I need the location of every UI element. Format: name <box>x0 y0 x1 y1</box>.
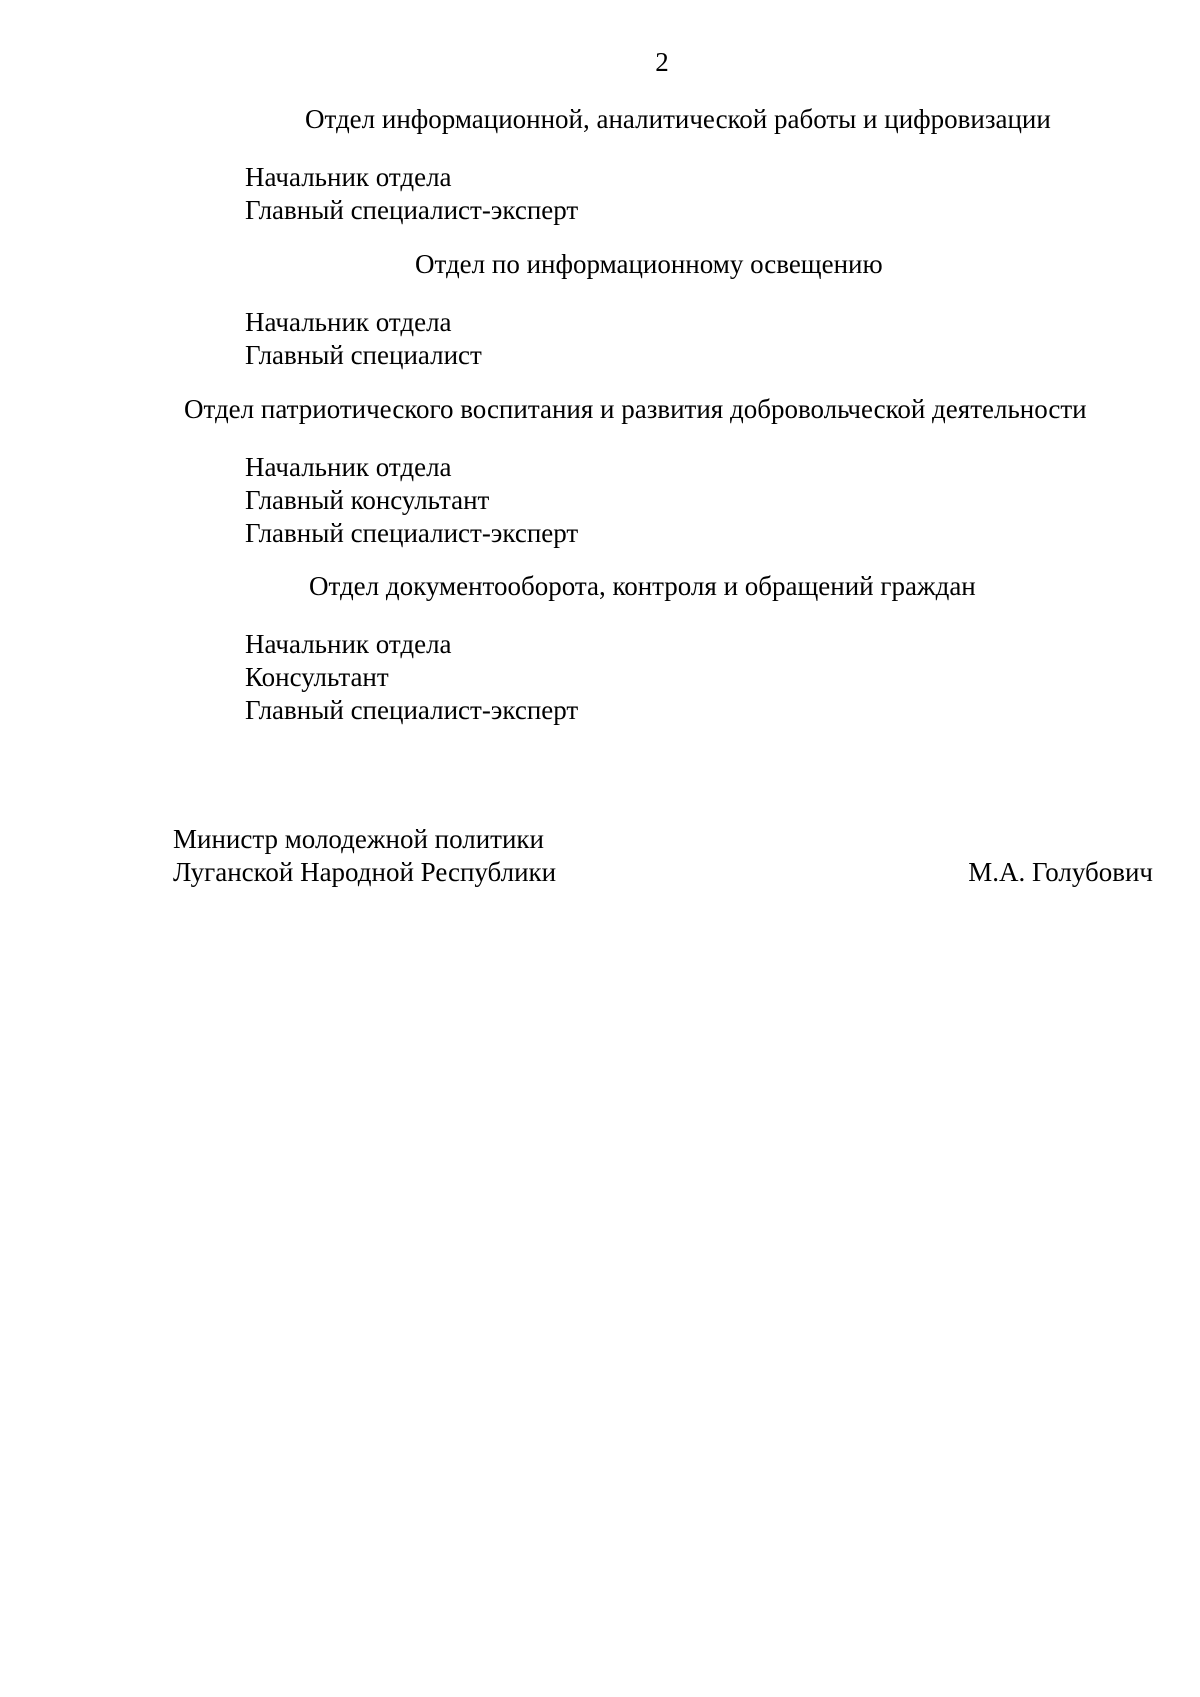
position-item: Начальник отдела <box>245 162 452 192</box>
signer-name: М.А. Голубович <box>968 857 1153 887</box>
position-item: Консультант <box>245 662 389 692</box>
signature-block <box>173 823 1153 893</box>
position-item: Начальник отдела <box>245 307 452 337</box>
department-title: Отдел патриотического воспитания и развития добровольческой деятельности <box>184 394 1087 424</box>
department-title: Отдел документооборота, контроля и обращений граждан <box>309 571 976 601</box>
department-title: Отдел информационной, аналитической работы и цифровизации <box>305 104 1051 134</box>
position-list <box>245 161 578 227</box>
signer-title-line-1: Министр молодежной политики <box>173 824 544 854</box>
position-item: Главный специалист <box>245 340 482 370</box>
position-item: Главный консультант <box>245 485 490 515</box>
position-item: Главный специалист-эксперт <box>245 695 579 725</box>
position-item: Начальник отдела <box>245 452 452 482</box>
position-item: Главный специалист-эксперт <box>245 518 579 548</box>
position-list <box>245 628 578 727</box>
position-item: Начальник отдела <box>245 629 452 659</box>
position-list <box>245 451 578 550</box>
page-number: 2 <box>655 47 669 77</box>
position-list <box>245 306 482 372</box>
position-item: Главный специалист-эксперт <box>245 195 579 225</box>
department-title: Отдел по информационному освещению <box>415 249 883 279</box>
signer-title-line-2: Луганской Народной Республики <box>173 857 557 887</box>
